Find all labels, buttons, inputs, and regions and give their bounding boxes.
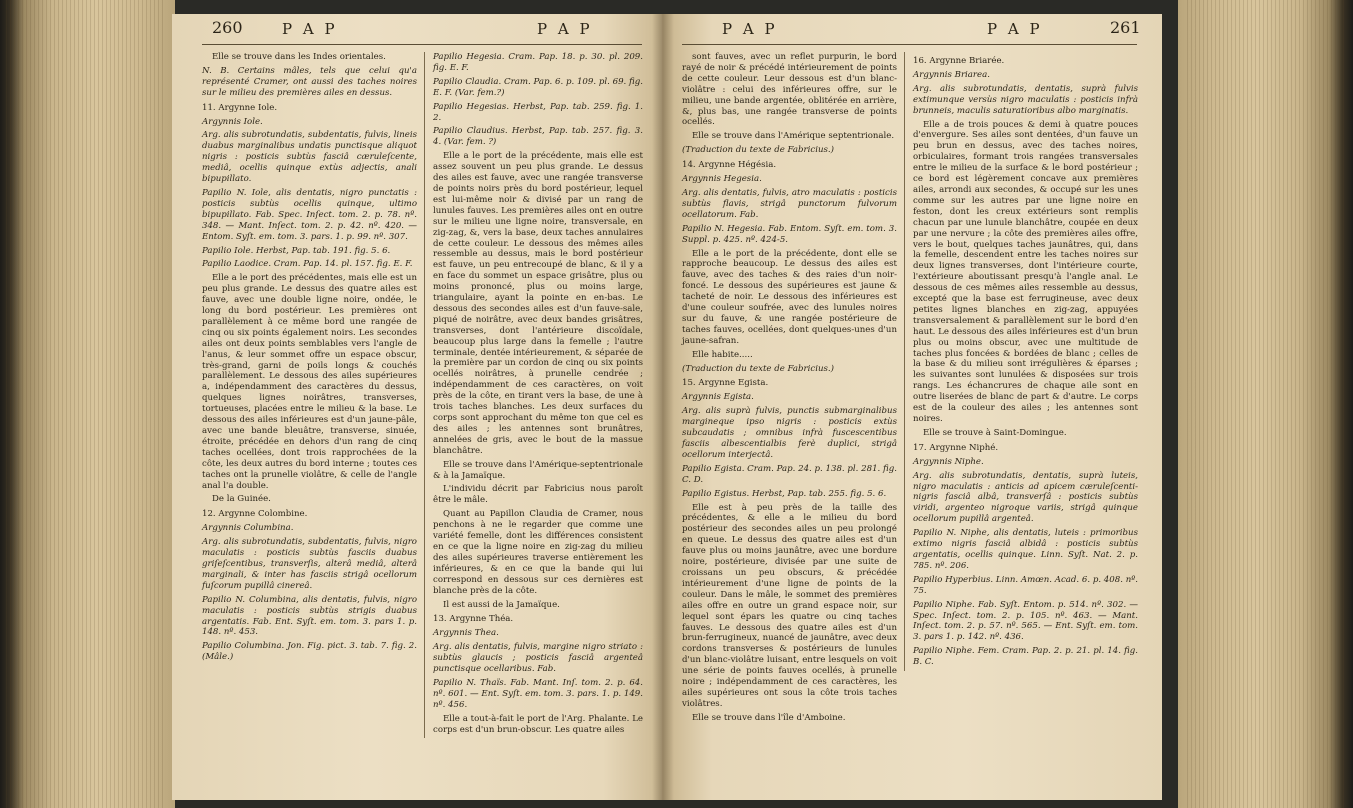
text-paragraph: Elle se trouve dans l'Amérique-septentrionale & à la Jamaïque. xyxy=(433,459,643,481)
right-page-edges xyxy=(1187,0,1347,808)
text-paragraph: Papilio Iole. Herbst, Pap. tab. 191. fig. 5. 6. xyxy=(202,245,391,256)
text-paragraph: (Traduction du texte de Fabricius.) xyxy=(682,363,835,374)
text-paragraph: Papilio Hyperbius. Linn. Amœn. Acad. 6. p. 408. nº. 75. xyxy=(913,574,1138,596)
text-paragraph: Elle a le port de la précédente, dont elle se rapproche beaucoup. Le dessus des ailes est fauve, avec des taches & des raies d'un noir-foncé. Le dessous des supérieures est jaune & tacheté de noir. Le dessous des inférieures est d'une couleur soufrée, avec des lunules noires sur du fauve, & une rangée postérieure de taches fauves, ocellées, dont quelques-unes d'un jaune-safran. xyxy=(682,248,897,346)
text-paragraph: N. B. Certains mâles, tels que celui qu'a représenté Cramer, ont aussi des taches noires sur le milieu des premières ailes en dessus. xyxy=(202,65,417,98)
text-paragraph: Papilio Egista. Cram. Pap. 24. p. 138. pl. 281. fig. C. D. xyxy=(682,463,897,485)
text-paragraph: Arg. alis subrotundatis, subdentatis, fulvis, nigro maculatis : posticis subtùs fasciis duabus griſeſcentibus, transverſis, alterâ mediâ, alterâ marginali, & inter has fasciis strigâ ocellorum fuſcorum pupillâ cinereâ. xyxy=(202,537,417,591)
text-paragraph: Papilio N. Niphe, alis dentatis, luteis : primoribus extimo nigris fasciâ albidâ : posticis subtùs argentatis, ocellis quinque. Linn. Syſt. Nat. 2. p. 785. nº. 206. xyxy=(913,528,1138,571)
text-paragraph: Arg. alis subrotundatis, dentatis, suprà luteis, nigro maculatis : anticis ad apicem cæruleſcenti-nigris fasciâ albâ, transverſâ : posticis subtùs viridi, argenteo nigroque variis, strigâ quinque ocellorum pupillâ argenteâ. xyxy=(913,470,1138,525)
text-paragraph: Papilio N. Thaïs. Fab. Mant. Inſ. tom. 2. p. 64. nº. 601. — Ent. Syſt. em. tom. 3. pars. 1. p. 149. nº. 456. xyxy=(433,677,643,710)
right-column-2 xyxy=(904,52,1138,671)
text-paragraph: Arg. alis dentatis, fulvis, margine nigro striato : subtùs glaucis ; posticis fasciâ argenteâ punctisque ocellaribus. Fab. xyxy=(433,642,643,675)
text-paragraph: Papilio Niphe. Fem. Cram. Pap. 2. p. 21. pl. 14. fig. B. C. xyxy=(913,646,1138,668)
text-paragraph: Elle a de trois pouces & demi à quatre pouces d'envergure. Ses ailes sont dentées, d'un fauve un peu brun en dessus, avec des taches noires, orbiculaires, formant trois rangées transversales entre le milieu de la surface & le bord postérieur ; ce bord est légèrement concave aux premières ailes, arrondi aux secondes, & occupé sur les unes comme sur les autres par une ligne noire en feston, dont les creux extérieurs sont remplis chacun par une lunule blanchâtre, coupée en deux par une nervure ; la côte des premières ailes offre, vers le bout, quelques taches jaunâtres, qui, dans la femelle, descendent entre les taches noires sur deux lignes transverses, dont l'intérieure courte, l'extérieure aboutissant presqu'à l'angle anal. Le dessous de ces mêmes ailes ressemble au dessus, excepté que la base est ferrugineuse, avec deux petites lignes blanches en zig-zag, appuyées transversalement & parallèlement sur le bord d'en haut. Le dessous des ailes inférieures est d'un brun plus ou moins obscur, avec une multitude de taches plus foncées & bordées de blanc ; celles de la base & du milieu sont irrégulières & éparses ; les suivantes sont lunulées & disposées sur trois rangs. Les échancrures de chaque aile sont en outre liserées de blanc de part & d'autre. Le corps est de la couleur des ailes ; les antennes sont noires. xyxy=(913,119,1138,424)
left-running-head-2: P A P xyxy=(537,20,593,38)
text-paragraph: Il est aussi de la Jamaïque. xyxy=(443,599,560,610)
text-paragraph: Argynnis Thea. xyxy=(433,628,499,639)
right-running-head-1: P A P xyxy=(722,20,778,38)
text-paragraph: Arg. alis suprà fulvis, punctis submarginalibus margineque ipso nigris : posticis extùs subcaudatis ; omnibus infrà fuscescentibus fasciis albescentialbis ferè duplici, strigâ ocellorum interjectâ. xyxy=(682,406,897,460)
text-paragraph: Papilio Laodice. Cram. Pap. 14. pl. 157. fig. E. F. xyxy=(202,259,413,270)
text-paragraph: Papilio Claudius. Herbst, Pap. tab. 257. fig. 3. 4. (Var. fem. ?) xyxy=(433,126,643,148)
right-page-number: 261 xyxy=(1110,18,1141,37)
text-paragraph: Argynnis Columbina. xyxy=(202,523,294,534)
text-paragraph: Argynnis Egista. xyxy=(682,392,754,403)
text-paragraph: 13. Argynne Théa. xyxy=(433,614,514,625)
left-page-number: 260 xyxy=(212,18,243,37)
text-paragraph: Papilio Niphe. Fab. Syſt. Entom. p. 514. nº. 302. — Spec. Inſect. tom. 2. p. 105. nº. 463. — Mant. Inſect. tom. 2. p. 57. nº. 565. — Ent. Syſt. em. tom. 3. pars 1. p. 142. nº. 436. xyxy=(913,599,1138,643)
right-header-rule xyxy=(682,44,1137,45)
text-paragraph: Papilio N. Iole, alis dentatis, nigro punctatis : posticis subtùs ocellis quinque, ultimo bipupillato. Fab. Spec. Inſect. tom. 2. p. 78. nº. 348. — Mant. Inſect. tom. 2. p. 42. nº. 420. — Entom. Syſt. em. tom. 3. pars. 1. p. 99. nº. 307. xyxy=(202,187,417,242)
text-paragraph: Arg. alis subrotundatis, dentatis, suprà fulvis extimunque versùs nigro maculatis : posticis infrà brunneis, maculis saturatioribus albo marginatis. xyxy=(913,83,1138,116)
text-paragraph: (Traduction du texte de Fabricius.) xyxy=(682,145,835,156)
text-paragraph: Elle a le port de la précédente, mais elle est assez souvent un peu plus grande. Le dessus des ailes est fauve, avec une rangée transverse de points noirs près du bord postérieur, lequel est lui-même noir & divisé par un rang de lunules fauves. Les premières ailes ont en outre sur le milieu une ligne noire, transversale, en zig-zag, &, vers la base, deux taches annulaires de cette couleur. Le dessous des mêmes ailes ressemble au dessus, mais le bord postérieur est fauve, un peu entrecoupé de blanc, & il y a en face du sommet un espace grisâtre, plus ou moins prononcé, plus ou moins large, triangulaire, ayant la pointe en en-bas. Le dessous des secondes ailes est d'un fauve-sale, piqué de noirâtre, avec deux bandes grisâtres, transverses, dont l'antérieure discoïdale, beaucoup plus large dans la femelle ; l'autre terminale, dentée intérieurement, & séparée de la première par un cordon de cinq ou six points ocellés noirâtres, à prunelle cendrée ; indépendamment de ces caractères, on voit près de la côte, en tirant vers la base, de une à trois taches blanches. Les deux surfaces du corps sont approchant du même ton que cel es des ailes ; les antennes sont brunâtres, annelées de gris, avec le bout de la massue blanchâtre. xyxy=(433,151,643,456)
text-paragraph: 16. Argynne Briarée. xyxy=(913,56,1005,66)
right-page xyxy=(662,14,1162,800)
text-paragraph: 12. Argynne Colombine. xyxy=(202,509,308,520)
left-column-1 xyxy=(202,52,417,666)
text-paragraph: Argynnis Hegesia. xyxy=(682,174,762,185)
text-paragraph: Papilio N. Columbina, alis dentatis, fulvis, nigro maculatis : posticis subtùs strigis duabus argentatis. Fab. Ent. Syſt. em. tom. 3. pars 1. p. 148. nº. 453. xyxy=(202,594,417,638)
text-paragraph: Elle a le port des précédentes, mais elle est un peu plus grande. Le dessus des quatre ailes est fauve, avec une double ligne noire, ondée, le long du bord postérieur. Les premières ont parallèlement à ce même bord une rangée de cinq ou six points également noirs. Les secondes ailes ont deux points semblables vers l'angle de l'anus, & leur sommet offre un espace obscur, très-grand, garni de poils longs & couchés parallèlement. Le dessous des ailes supérieures a, indépendamment des caractères du dessus, quelques lignes noirâtres, transverses, tortueuses, placées entre le milieu & la base. Le dessous des ailes inférieures est d'un jaune-pâle, avec une bande bleuâtre, transverse, sinuée, étroite, précédée en dehors d'un rang de cinq taches ocellées, dont trois rapprochées de la côte, les deux autres du bord interne ; toutes ces taches ont la prunelle violâtre, & celle de l'angle anal l'a double. xyxy=(202,273,417,491)
text-paragraph: Elle se trouve dans l'île d'Amboine. xyxy=(692,712,846,723)
text-paragraph: Papilio Egistus. Herbst, Pap. tab. 255. fig. 5. 6. xyxy=(682,488,887,499)
text-paragraph: 14. Argynne Hégésia. xyxy=(682,160,777,171)
text-paragraph: sont fauves, avec un reflet purpurin, le bord rayé de noir & précédé intérieurement de points de cette couleur. Leur dessous est d'un blanc-violâtre : celui des inférieures offre, sur le milieu, une bande argentée, oblitérée en arrière, &, plus bas, une rangée transverse de points ocellés. xyxy=(682,52,897,128)
text-paragraph: Elle se trouve à Saint-Domingue. xyxy=(923,427,1067,438)
text-paragraph: Argynnis Iole. xyxy=(202,116,263,127)
text-paragraph: Elle est à peu près de la taille des précédentes, & elle a le milieu du bord postérieur des secondes ailes un peu prolongé en queue. Le dessus des quatre ailes est d'un fauve plus ou moins jaunâtre, avec une bordure noire, postérieure, divisée par une suite de croissans un peu obscurs, & précédée intérieurement d'une ligne de points de la couleur. Dans le mâle, le sommet des premières ailes offre en outre un grand espace noir, sur lequel sont épars les quatre ou cinq taches fauves. Le dessous des quatre ailes est d'un brun-ferrugineux, nuancé de jaunâtre, avec deux cordons transverses & postérieurs de lunules d'un blanc-violâtre luisant, entre lesquels on voit une série de points fauves ocellés, à prunelle noire ; indépendamment de ces caractères, les ailes supérieures ont sous la côte trois taches violâtres. xyxy=(682,502,897,709)
text-paragraph: Papilio N. Hegesia. Fab. Entom. Syſt. em. tom. 3. Suppl. p. 425. nº. 424-5. xyxy=(682,223,897,245)
text-paragraph: 15. Argynne Egista. xyxy=(682,378,769,389)
text-paragraph: Argynnis Briarea. xyxy=(913,69,990,80)
text-paragraph: Arg. alis subrotundatis, subdentatis, fulvis, lineis duabus marginalibus undatis punctisque aliquot nigris : posticis subtùs fasciâ cæruleſcente, mediâ, ocellis quinque extùs adjectis, anali bipupillato. xyxy=(202,130,417,185)
text-paragraph: Papilio Hegesia. Cram. Pap. 18. p. 30. pl. 209. fig. E. F. xyxy=(433,52,643,73)
text-paragraph: Papilio Claudia. Cram. Pap. 6. p. 109. pl. 69. fig. E. F. (Var. fem.?) xyxy=(433,76,643,98)
text-paragraph: De la Guinée. xyxy=(212,494,271,505)
text-paragraph: Quant au Papillon Claudia de Cramer, nous penchons à ne le regarder que comme une variété femelle, dont les différences consistent en ce que la ligne noire en zig-zag du milieu des ailes supérieures traverse entièrement les inférieures, & en ce que la bande qui lui correspond en dessous sur ces dernières est blanche près de la côte. xyxy=(433,509,643,596)
text-paragraph: Elle se trouve dans l'Amérique septentrionale. xyxy=(692,131,895,142)
left-column-2 xyxy=(424,52,643,738)
text-paragraph: 17. Argynne Niphé. xyxy=(913,442,999,453)
text-paragraph: Elle habite..... xyxy=(692,349,753,360)
right-column-1 xyxy=(682,52,897,727)
text-paragraph: Arg. alis dentatis, fulvis, atro maculatis : posticis subtùs flavis, strigâ punctorum fulvorum ocellatorum. Fab. xyxy=(682,187,897,220)
text-paragraph: Argynnis Niphe. xyxy=(913,456,984,467)
left-page xyxy=(172,14,662,800)
left-running-head-1: P A P xyxy=(282,20,338,38)
left-page-edges xyxy=(6,0,166,808)
book-gutter xyxy=(652,14,674,800)
text-paragraph: L'individu décrit par Fabricius nous paroît être le mâle. xyxy=(433,484,643,506)
text-paragraph: 11. Argynne Iole. xyxy=(202,102,278,113)
left-header-rule xyxy=(202,44,642,45)
text-paragraph: Elle se trouve dans les Indes orientales. xyxy=(212,52,386,62)
right-running-head-2: P A P xyxy=(987,20,1043,38)
text-paragraph: Papilio Hegesias. Herbst, Pap. tab. 259. fig. 1. 2. xyxy=(433,101,643,123)
text-paragraph: Elle a tout-à-fait le port de l'Arg. Phalante. Le corps est d'un brun-obscur. Les quatre ailes xyxy=(433,713,643,735)
text-paragraph: Papilio Columbina. Jon. Fig. pict. 3. tab. 7. fig. 2. (Mâle.) xyxy=(202,641,417,663)
